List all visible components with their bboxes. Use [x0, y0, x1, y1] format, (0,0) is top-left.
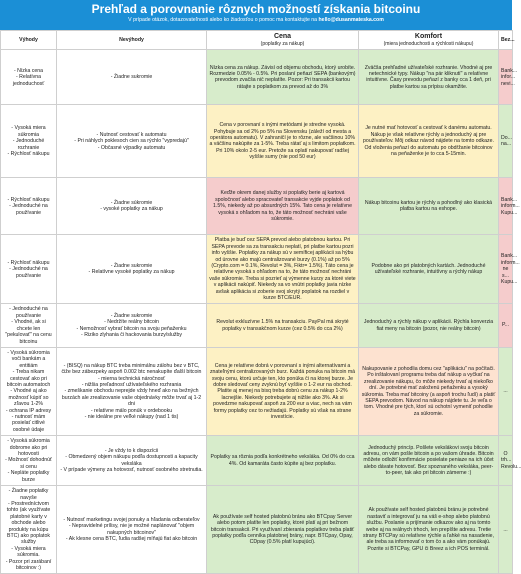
col-header-comfort	[359, 31, 499, 50]
cell-comfort: Podobne ako pri platobných kartách. Jednoduché užívateľské rozhranie, intuitívny a rýchly nákup	[359, 235, 499, 304]
col-header-cons: Nevýhody	[57, 31, 207, 50]
cell-comfort: Zväčša prehľadné užívateľské rozhranie. Vhodné aj pre netechnické typy. Nákup "na pár kliknutí" a relatívne intuitívne. Časy prevodu peňazí z banky cca 1 deň, pri platbe kartou sa prípisu okamžite.	[359, 50, 499, 105]
cell-price: Revolut exkluzívne 1.5% na transakciu. PayPal má skryté poplatky v transakčnom kurze (cez 0.5% do cca 2%)	[207, 304, 359, 347]
cell-price: Nízka cena za nákup. Závisí od objemu obchodu, ktorý urobíte. Rozmedzie 0.05% - 0.5%. Pri poslaní peňazí SEPA (bankovým) prevodom zvačša nič neplatíte. Pozor: Pri transakcii kartou rátajte s poplatkom za prevod až do 3%	[207, 50, 359, 105]
table-row	[1, 235, 513, 304]
cell-comfort: Jednoduchý a rýchly nákup v aplikácii. Rýchla konverzia fiat meny na bitcoin (pozor, nie reálny bitcoin)	[359, 304, 499, 347]
cell-extra: Bank... infor... nevi...	[499, 50, 513, 105]
header-banner	[0, 0, 512, 30]
cell-extra: Bank... inform... ne s... Kupu...	[499, 235, 513, 304]
cell-cons: - Nutnosť cestovať k automatu - Pri náhlych poklesoch cien sa rýchlo "vypredajú" - Občasné výpadky automatu	[57, 105, 207, 178]
table-header-row	[1, 31, 513, 50]
col-header-pros: Výhody	[1, 31, 57, 50]
table-row	[1, 486, 513, 574]
cell-cons: - Žiadne sukromie - Nedržíte reálny bitcoin - Nemožnosť vybrať bitcoin na svoju peňaženku - Riziko zlyhania či hackovania burzy/služby	[57, 304, 207, 347]
table-row	[1, 105, 513, 178]
cell-price: Platba je buď cez SEPA prevod alebo platobnou kartou. Pri SEPA prevode sa za transakciu neplatí, pri platbe kartou pozri info vyššie. Poplatky za nákup sú v semíficej aplikácii sa hýbu od úrovne ako majú centralizované burzy (0.1%) až po 5% (Crypto.com = 0.1%, Revolut = 3%, Fiktr= 1.5%). Táto cena je relatívne vysoká s ohľadom na to, že táto možnosť nechráni vaše súkromie. Treba si pozrieť aj výmenne kurzy za ktoré viete v aplikácii nakúpiť. Niekedy sa vo vnútri poplatky javia nízke avšak aplikácia si zoberie svoj skrytý poplatok na rozdiel v kurze BTC/EUR.	[207, 235, 359, 304]
col-header-extra: Bez...	[499, 31, 513, 50]
table-row	[1, 178, 513, 235]
cell-extra: ...	[499, 347, 513, 435]
contact-note	[0, 16, 512, 24]
cell-comfort: Je nutné mať hotovosť a cestovať k danému automatu. Nákup je však relatívne rýchly a jednoduchý aj pre používateľov. Môj odkaz návod nájdete na tomto odkaze. Od vloženia peňazí do automatu po obdŕžanie bitcoinov na peňaženke je to cca 5-15min.	[359, 105, 499, 178]
table-row	[1, 304, 513, 347]
cell-extra: Bank... inform... Kupu...	[499, 178, 513, 235]
cell-pros: - Žiadne poplatky navyše - Prostredníctvom tohto (ak využívate platobné karty v obchode alebo produkty na kúpu BTC) ako poplatok služby - Vysoká miera súkromia. - Pozor pri zarábaní bitcoinov :)	[1, 486, 57, 574]
table-row	[1, 50, 513, 105]
cell-pros: - Rýchlosť nákupu - Jednoduché na používanie	[1, 178, 57, 235]
col-header-price	[207, 31, 359, 50]
cell-comfort: Nákup bitcoinu kartou je rýchly a pohodlný ako klasická platba kartou na eshope.	[359, 178, 499, 235]
contact-note-text: V prípade otázok, dotazovateľnosti alebo ko žiadosťou o pomoc ma kontaktujte na	[128, 17, 318, 23]
cell-extra: Do... na...	[499, 105, 513, 178]
cell-cons: - Žiadne súkromie - vysoké poplatky za nákup	[57, 178, 207, 235]
cell-pros: - Jednoduché na používanie - Vhodné, ak si chcete len "pekulovať" na cenu bitcoinu	[1, 304, 57, 347]
cell-extra: O trh... Revolu...	[499, 436, 513, 486]
cell-pros: - Rýchlosť nákupu - Jednoduché na používanie	[1, 235, 57, 304]
cell-cons: - Je vždy to k dispozícii - Obmedzený objem nákupu podľa dostupnosti a kapacity veksláka - V prípade výmeny za hotovosť, nutnosť osobného stretnutia.	[57, 436, 207, 486]
page-title: Prehľad a porovnanie rôznych možností získania bitcoinu	[91, 2, 421, 16]
cell-cons: - Žiadne sukromie	[57, 50, 207, 105]
col-header-price-title: Cena	[273, 33, 292, 40]
cell-price: Ak používate self hosted platobnú bránu ako BTCpay Server alebo potom platíte len poplatky, ktoré platí aj pri bežnom bitcoin transakcii. Pri využívaní zbierania poplatkov treba platiť poplatky podľa cenníka platobnej brány, napr. BTCpay, Opay, CDpay (0.5% platí kupujúci).	[207, 486, 359, 574]
cell-pros: - Nízka cena - Relatívna jednoduchosť	[1, 50, 57, 105]
col-header-price-sub: (poplatky za nákup)	[260, 41, 305, 47]
contact-email-link[interactable]: hello@dusanmateska.com	[318, 17, 384, 23]
cell-price: Cena je relatívne dobrá v porovnaní s inými alternatívami a znateľnými centralizovaných burz. Každá ponuka na bitcoin má svoju cenu, ktorú určuje ten, kto ponúka či na ktorej burze. Je dobre sledovať ceny zvyknú byť vyššie o 1-2 eur na obchod. Platite aj menej na bisq treba dobrú cenu za nákup 1-2% lacnejšie. Niekedy potrebujete aj nižšie ako 3%. Ak si povedzme nakupovať aspoň za 200 eur a viac, nech sa vám formy poplatky cez to nežiadajú. Poplatky sú však na strane investície.	[207, 347, 359, 435]
cell-comfort: Jednoduchý princíp. Pošlete vekslákovi svoju bitcoin adresu, on vám pošle bitcoin a po vašom úhrade. Bitcoin môžete odložiť konfirmácie posielate peniaze na ich účet alebo dávate hotovosť. Bez spoznaného veksláka, peer-to-peer, tak ako pri bitcoin zámerne :)	[359, 436, 499, 486]
cell-price: Cena v porovnaní s inými metódami je stredne vysoká. Pohybuje sa od 2% po 5% na Slovensku (záleží od mesta a operátora automatu). V zahraničí je to rôzne, ale vačšinou 10% a väčšinu nakúpite za 1-5%. Treba rátať aj s limitom poplatkom. Pri 10% okolo 2-5 eur. Pretože sa oplatí nakupovať radšej vyššie sumy (nie pod 50 eur)	[207, 105, 359, 178]
cell-pros: - Vysoká súkromia dobrome ako pri hotovosti - Možnosť dohodnúť si cenu - Nepláte poplatky burze	[1, 436, 57, 486]
cell-price: Poplatky sa rôznia podľa konkrétneho veksláka. Od 0% do cca 4%. Od kamaráta často kúpite aj bez poplatku.	[207, 436, 359, 486]
cell-comfort: Ak používate self hosted platobnú bránu je potrebné nastaviť a integrovať ju na váš e-shop alebo platobnú službu. Poslanie a prijímanie odkazov ako aj na tomto webe aj na reálnych trhoch, len prepíšte adresu. Tretie strany BTCPay sú relatívne rýchle a ľahké na nasadenie, ale treba sa informovať o tom čo a ako vám ponúkajú. Pozrite si BTCPay, GPU či Breez a ich POS terminál.	[359, 486, 499, 574]
cell-pros: - Vysoká miera súkromia - Jednoduché rozhranie - Rýchlosť nákupu	[1, 105, 57, 178]
col-header-comfort-sub: (miera jednoduchosti a rýchlosti nákupu)	[383, 41, 474, 47]
cell-cons: - Nutnosť marketingu svojej ponuky a hľadania odberateľov - Nepravidelné prílisy, nie je možné naplánovať "objem nakupných bitcoinov" - Ak klesne cena BTC, ľudia radšej míňajú fiat ako bitcoin	[57, 486, 207, 574]
table-row	[1, 436, 513, 486]
cell-comfort: Nakupovanie z pohodlia domu cez "aplikáciu" na počítači. Po inštalovaní programu treba dať nákup a vyčkať na zrealizovanie nákupu, čo môže niekedy trvať aj niekoľko dní. Je potrebné mať založenú peňaženku a vysoký súkromia. Treba mať bitcoiny (a aspoň trochu ľudí) a platiť SEPA prevodom. Návod na nákup nájdete tu. Je veľa o tom. Vhodné pre tých, ktorí sú ochotní vymeniť pohodlie za súkromie.	[359, 347, 499, 435]
table-row	[1, 347, 513, 435]
cell-extra: P...	[499, 304, 513, 347]
col-header-comfort-title: Komfort	[414, 33, 443, 40]
cell-cons: - (BISQ) na nákup BTC treba minimálnu zálohu bez v BTC, čiže bez zábezpeky aspoň 0.002 btc nenakupíte ďalší bitcoin - mierna technická náročnosť - nižšia preľadnosť užívateľského rozhrania - zmeškanie obchodu neprejde vždy hneď ako na bežných burzách ale zrealizovanie vaše objednávky môže trvať aj 1-2 dni - relatívne málo ponúk v ordebooku - nie ideálne pre veľké nákupy (nad 1 tis)	[57, 347, 207, 435]
cell-cons: - Žiadne sukromie - Relatívne vysoké poplatky za nákup	[57, 235, 207, 304]
comparison-table	[0, 30, 521, 574]
cell-price: Keďže okrem danej služby si poplatky berie aj kartová spoločnosť alebo spracovateľ transakcie vyjde poplatok od 1.5%, niekedy až po absurdných 15%. Tato cena je relatívne vysoká s ohľadom na to, že táto možnosť nechráni vaše súkromie.	[207, 178, 359, 235]
cell-extra: ...	[499, 486, 513, 574]
cell-pros: - Vysoká súkromia voči bankám a entitiám - Treba nikam cestovať ako pri bitcoin automatoch - Vhodné aj ako možnosť kúpiť so zľavou 1-2% - ochrana IP adresy - nutnosť mám posielať citlivé osobné údaje	[1, 347, 57, 435]
